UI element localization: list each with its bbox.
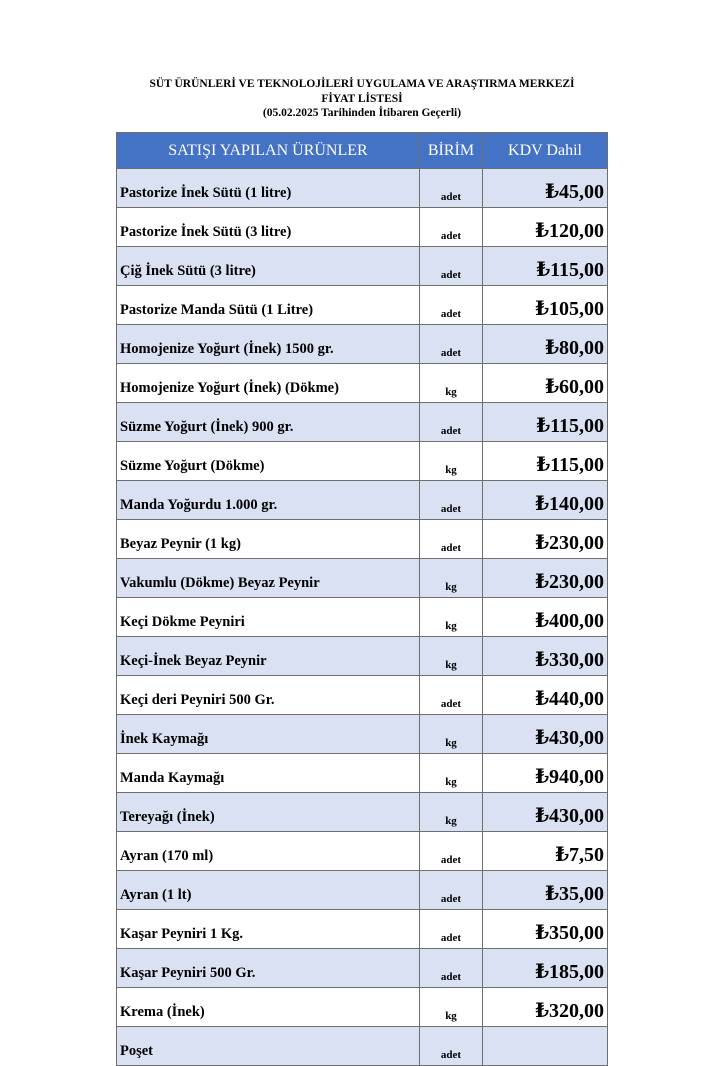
table-row xyxy=(117,1027,608,1066)
table-row xyxy=(117,598,608,637)
product-price: ₺330,00 xyxy=(483,637,608,676)
product-price: ₺430,00 xyxy=(483,715,608,754)
product-unit: kg xyxy=(420,559,483,598)
product-name: Manda Kaymağı xyxy=(117,754,420,793)
product-unit: adet xyxy=(420,286,483,325)
product-name: Homojenize Yoğurt (İnek) 1500 gr. xyxy=(117,325,420,364)
product-name: Manda Yoğurdu 1.000 gr. xyxy=(117,481,420,520)
product-price: ₺115,00 xyxy=(483,442,608,481)
product-name: Pastorize İnek Sütü (3 litre) xyxy=(117,208,420,247)
product-unit: kg xyxy=(420,988,483,1027)
product-unit: kg xyxy=(420,364,483,403)
product-name: Keçi Dökme Peyniri xyxy=(117,598,420,637)
product-unit: kg xyxy=(420,715,483,754)
product-price: ₺7,50 xyxy=(483,832,608,871)
product-name: Süzme Yoğurt (İnek) 900 gr. xyxy=(117,403,420,442)
table-row xyxy=(117,637,608,676)
product-unit: adet xyxy=(420,832,483,871)
product-price: ₺940,00 xyxy=(483,754,608,793)
table-row xyxy=(117,559,608,598)
product-price: ₺60,00 xyxy=(483,364,608,403)
table-row xyxy=(117,520,608,559)
table-row xyxy=(117,988,608,1027)
product-price: ₺430,00 xyxy=(483,793,608,832)
product-price: ₺400,00 xyxy=(483,598,608,637)
product-price: ₺115,00 xyxy=(483,247,608,286)
product-name: Ayran (1 lt) xyxy=(117,871,420,910)
product-unit: kg xyxy=(420,637,483,676)
product-unit: kg xyxy=(420,442,483,481)
product-unit: adet xyxy=(420,910,483,949)
table-row xyxy=(117,910,608,949)
column-header-products: SATIŞI YAPILAN ÜRÜNLER xyxy=(117,133,420,169)
table-header-row xyxy=(117,133,608,169)
product-unit: adet xyxy=(420,1027,483,1066)
table-row xyxy=(117,169,608,208)
table-row xyxy=(117,676,608,715)
table-row xyxy=(117,754,608,793)
product-unit: kg xyxy=(420,754,483,793)
product-price xyxy=(483,1027,608,1066)
table-row xyxy=(117,832,608,871)
table-row xyxy=(117,481,608,520)
product-name: Süzme Yoğurt (Dökme) xyxy=(117,442,420,481)
product-name: Ayran (170 ml) xyxy=(117,832,420,871)
price-table xyxy=(116,132,608,1066)
table-row xyxy=(117,442,608,481)
product-name: Pastorize Manda Sütü (1 Litre) xyxy=(117,286,420,325)
product-price: ₺320,00 xyxy=(483,988,608,1027)
product-name: Pastorize İnek Sütü (1 litre) xyxy=(117,169,420,208)
product-price: ₺115,00 xyxy=(483,403,608,442)
product-name: Homojenize Yoğurt (İnek) (Dökme) xyxy=(117,364,420,403)
product-name: Tereyağı (İnek) xyxy=(117,793,420,832)
column-header-unit: BİRİM xyxy=(420,133,483,169)
price-table-body xyxy=(117,169,608,1066)
table-row xyxy=(117,364,608,403)
product-price: ₺105,00 xyxy=(483,286,608,325)
table-row xyxy=(117,715,608,754)
product-price: ₺230,00 xyxy=(483,559,608,598)
product-unit: adet xyxy=(420,325,483,364)
product-unit: adet xyxy=(420,403,483,442)
product-name: Keçi deri Peyniri 500 Gr. xyxy=(117,676,420,715)
product-price: ₺230,00 xyxy=(483,520,608,559)
product-unit: adet xyxy=(420,169,483,208)
document-header xyxy=(0,77,724,121)
table-row xyxy=(117,208,608,247)
table-row xyxy=(117,325,608,364)
product-name: İnek Kaymağı xyxy=(117,715,420,754)
product-price: ₺35,00 xyxy=(483,871,608,910)
product-name: Poşet xyxy=(117,1027,420,1066)
product-name: Krema (İnek) xyxy=(117,988,420,1027)
table-row xyxy=(117,403,608,442)
product-unit: adet xyxy=(420,871,483,910)
table-row xyxy=(117,247,608,286)
product-unit: adet xyxy=(420,949,483,988)
product-unit: adet xyxy=(420,676,483,715)
product-name: Çiğ İnek Sütü (3 litre) xyxy=(117,247,420,286)
table-row xyxy=(117,949,608,988)
product-unit: kg xyxy=(420,598,483,637)
product-unit: adet xyxy=(420,481,483,520)
table-row xyxy=(117,793,608,832)
validity-date: (05.02.2025 Tarihinden İtibaren Geçerli) xyxy=(262,107,462,119)
product-price: ₺140,00 xyxy=(483,481,608,520)
product-price: ₺45,00 xyxy=(483,169,608,208)
column-header-price: KDV Dahil xyxy=(483,133,608,169)
product-price: ₺440,00 xyxy=(483,676,608,715)
product-price: ₺185,00 xyxy=(483,949,608,988)
product-name: Keçi-İnek Beyaz Peynir xyxy=(117,637,420,676)
product-unit: adet xyxy=(420,247,483,286)
product-unit: adet xyxy=(420,208,483,247)
table-row xyxy=(117,871,608,910)
institution-title: SÜT ÜRÜNLERİ VE TEKNOLOJİLERİ UYGULAMA VE ARAŞTIRMA MERKEZİ xyxy=(149,78,575,90)
product-unit: kg xyxy=(420,793,483,832)
product-name: Vakumlu (Dökme) Beyaz Peynir xyxy=(117,559,420,598)
product-price: ₺120,00 xyxy=(483,208,608,247)
product-price: ₺350,00 xyxy=(483,910,608,949)
price-list-title: FİYAT LİSTESİ xyxy=(321,92,403,105)
table-row xyxy=(117,286,608,325)
product-name: Beyaz Peynir (1 kg) xyxy=(117,520,420,559)
product-unit: adet xyxy=(420,520,483,559)
product-price: ₺80,00 xyxy=(483,325,608,364)
product-name: Kaşar Peyniri 500 Gr. xyxy=(117,949,420,988)
product-name: Kaşar Peyniri 1 Kg. xyxy=(117,910,420,949)
